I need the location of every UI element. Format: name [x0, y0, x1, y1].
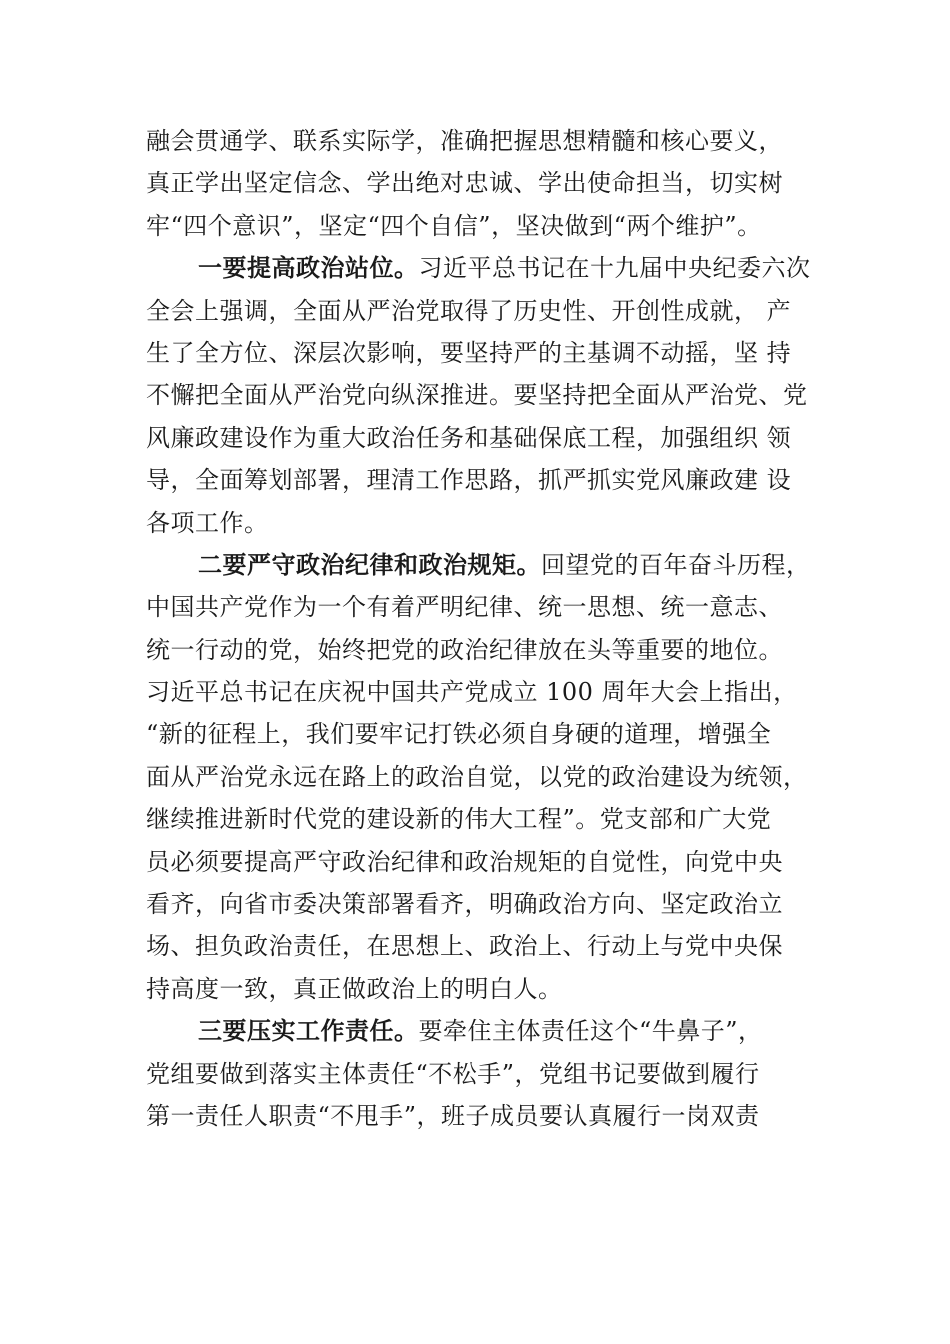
text-line: 持高度一致，真正做政治上的明白人。 — [146, 974, 563, 1003]
text-line: 融会贯通学、联系实际学，准确把握思想精髓和核心要义， — [146, 127, 783, 155]
paragraph — [146, 247, 846, 544]
document-body — [146, 120, 846, 1137]
text-line: 继续推进新时代党的建设新的伟大工程”。党支部和广大党 — [146, 805, 772, 834]
paragraph-heading: 一要提高政治站位。 — [198, 253, 419, 283]
text-line: 各项工作。 — [146, 508, 269, 537]
text-line: 全会上强调，全面从严治党取得了历史性、开创性成就， 产 — [146, 296, 792, 325]
text-line — [146, 247, 846, 289]
text-line — [146, 544, 846, 586]
text-line — [146, 1010, 846, 1052]
text-line: 党组要做到落实主体责任“不松手”，党组书记要做到履行 — [146, 1059, 760, 1088]
paragraph-heading: 二要严守政治纪律和政治规矩。 — [198, 549, 541, 579]
paragraph — [146, 1010, 846, 1137]
text-line: 中国共产党作为一个有着严明纪律、统一思想、统一意志、 — [146, 593, 783, 622]
paragraph — [146, 120, 846, 247]
text-line: 不懈把全面从严治党向纵深推进。要坚持把全面从严治党、党 — [146, 381, 808, 410]
text-line: 看齐，向省市委决策部署看齐，明确政治方向、坚定政治立 — [146, 890, 783, 919]
text-line: 习近平总书记在庆祝中国共产党成立 100 周年大会上指出， — [146, 678, 798, 707]
text-line: 统一行动的党，始终把党的政治纪律放在头等重要的地位。 — [146, 635, 783, 664]
text-line: 生了全方位、深层次影响，要坚持严的主基调不动摇，坚 持 — [146, 338, 792, 367]
text-run: 要牵住主体责任这个“牛鼻子”， — [418, 1017, 763, 1046]
text-run: 习近平总书记在十九届中央纪委六次 — [418, 254, 811, 283]
text-line: 导，全面筹划部署，理清工作思路，抓严抓实党风廉政建 设 — [146, 466, 792, 495]
text-line: 第一责任人职责“不甩手”，班子成员要认真履行一岗双责 — [146, 1101, 760, 1130]
text-line: 面从严治党永远在路上的政治自觉，以党的政治建设为统领， — [146, 762, 808, 791]
text-line: “新的征程上，我们要牢记打铁必须自身硬的道理，增强全 — [146, 720, 772, 749]
paragraph-heading: 三要压实工作责任。 — [198, 1016, 419, 1046]
text-line: 风廉政建设作为重大政治任务和基础保底工程，加强组织 领 — [146, 423, 792, 452]
text-line: 场、担负政治责任，在思想上、政治上、行动上与党中央保 — [146, 932, 783, 961]
text-line: 牢“四个意识”，坚定“四个自信”，坚决做到“两个维护”。 — [146, 211, 762, 240]
text-run: 回望党的百年奋斗历程， — [541, 550, 811, 579]
text-line: 真正学出坚定信念、学出绝对忠诚、学出使命担当，切实树 — [146, 169, 783, 198]
text-line: 员必须要提高严守政治纪律和政治规矩的自觉性，向党中央 — [146, 847, 783, 876]
paragraph — [146, 544, 846, 1010]
